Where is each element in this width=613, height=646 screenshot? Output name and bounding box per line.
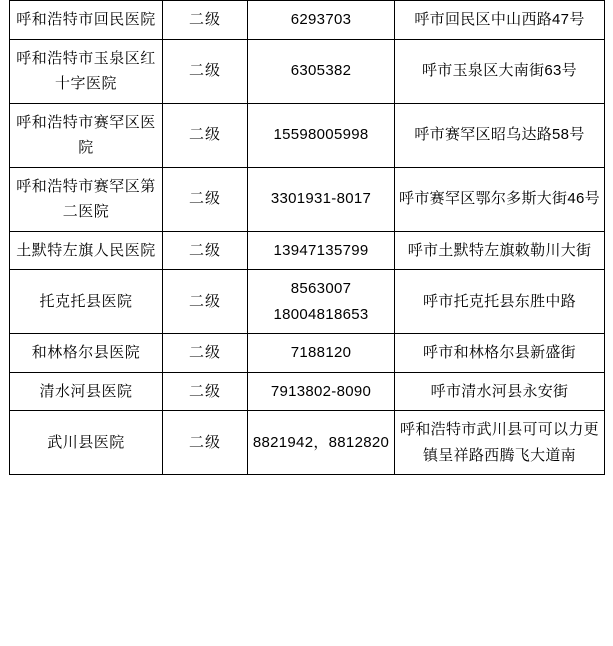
hospital-name: 托克托县医院 — [10, 270, 163, 334]
hospital-address: 呼市赛罕区昭乌达路58号 — [395, 103, 605, 167]
table-row — [10, 167, 605, 231]
hospital-level: 二级 — [163, 372, 248, 411]
hospital-address: 呼市土默特左旗敕勒川大街 — [395, 231, 605, 270]
hospital-name: 和林格尔县医院 — [10, 334, 163, 373]
hospital-address: 呼市玉泉区大南街63号 — [395, 39, 605, 103]
hospital-address: 呼市清水河县永安街 — [395, 372, 605, 411]
table-row — [10, 103, 605, 167]
table-row — [10, 372, 605, 411]
hospital-name: 土默特左旗人民医院 — [10, 231, 163, 270]
hospital-address: 呼市赛罕区鄂尔多斯大街46号 — [395, 167, 605, 231]
hospital-level: 二级 — [163, 334, 248, 373]
hospital-name: 呼和浩特市赛罕区第二医院 — [10, 167, 163, 231]
hospital-address: 呼和浩特市武川县可可以力更镇呈祥路西腾飞大道南 — [395, 411, 605, 475]
hospital-level: 二级 — [163, 231, 248, 270]
table-body — [10, 1, 605, 475]
hospital-address: 呼市托克托县东胜中路 — [395, 270, 605, 334]
table-row — [10, 270, 605, 334]
table-row — [10, 39, 605, 103]
hospital-phone: 15598005998 — [248, 103, 395, 167]
hospital-phone: 3301931-8017 — [248, 167, 395, 231]
hospital-phone: 8563007 18004818653 — [248, 270, 395, 334]
hospital-name: 武川县医院 — [10, 411, 163, 475]
hospital-phone: 7913802-8090 — [248, 372, 395, 411]
hospital-phone: 13947135799 — [248, 231, 395, 270]
hospital-name: 呼和浩特市赛罕区医院 — [10, 103, 163, 167]
hospital-address: 呼市和林格尔县新盛街 — [395, 334, 605, 373]
hospital-level: 二级 — [163, 167, 248, 231]
hospital-phone: 7188120 — [248, 334, 395, 373]
table-row — [10, 411, 605, 475]
hospital-phone: 6305382 — [248, 39, 395, 103]
table-row — [10, 1, 605, 40]
hospital-phone: 6293703 — [248, 1, 395, 40]
table-row — [10, 231, 605, 270]
hospital-level: 二级 — [163, 270, 248, 334]
hospital-name: 清水河县医院 — [10, 372, 163, 411]
hospital-directory-table — [9, 0, 605, 475]
hospital-level: 二级 — [163, 103, 248, 167]
hospital-address: 呼市回民区中山西路47号 — [395, 1, 605, 40]
hospital-level: 二级 — [163, 39, 248, 103]
hospital-phone: 8821942，8812820 — [248, 411, 395, 475]
hospital-level: 二级 — [163, 1, 248, 40]
table-row — [10, 334, 605, 373]
hospital-level: 二级 — [163, 411, 248, 475]
hospital-name: 呼和浩特市玉泉区红十字医院 — [10, 39, 163, 103]
hospital-name: 呼和浩特市回民医院 — [10, 1, 163, 40]
